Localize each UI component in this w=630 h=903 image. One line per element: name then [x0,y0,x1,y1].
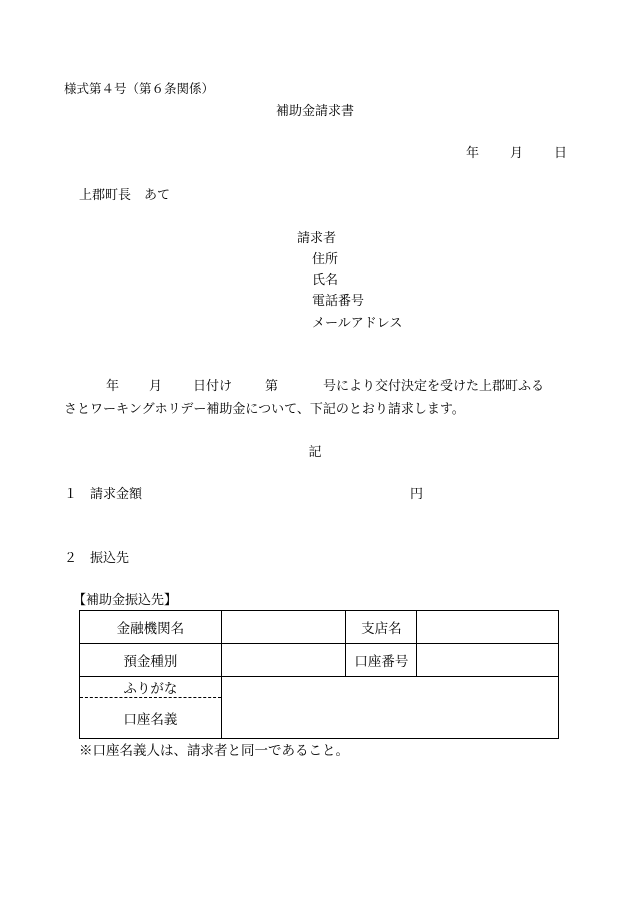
requester-address-label: 住所 [312,252,339,267]
request-amount-label: １ 請求金額 [64,487,143,502]
account-holder-field[interactable] [221,677,558,739]
addressee: 上郡町長 あて [79,188,171,203]
date-month: 月 [510,146,524,161]
body-day-dated: 日付け [193,379,233,394]
body-paragraph-line2: さとワーキングホリデー補助金について、下記のとおり請求します。 [64,402,465,417]
body-year: 年 [106,379,120,394]
yen-unit: 円 [410,487,424,502]
date-day: 日 [554,146,568,161]
bank-name-field[interactable] [221,611,346,644]
account-table-caption: 【補助金振込先】 [73,593,178,608]
requester-phone-label: 電話番号 [312,294,365,309]
account-table [79,610,559,739]
ki-heading: 記 [308,445,322,460]
document-title: 補助金請求書 [275,104,354,119]
table-row [80,644,559,677]
holder-note: ※口座名義人は、請求者と同一であること。 [79,743,349,759]
requester-name-label: 氏名 [312,273,339,288]
table-row [80,677,559,698]
form-number: 様式第４号（第６条関係） [64,81,215,96]
body-number-prefix: 第 [265,379,279,394]
furigana-label: ふりがな [80,677,222,698]
requester-label: 請求者 [297,231,337,246]
table-row [80,611,559,644]
body-line1-rest: 号により交付決定を受けた上郡町ふる [323,379,545,394]
requester-email-label: メールアドレス [312,316,403,331]
deposit-type-label: 預金種別 [80,644,222,677]
deposit-type-field[interactable] [221,644,346,677]
account-holder-label: 口座名義 [80,698,222,739]
body-month: 月 [149,379,163,394]
branch-name-field[interactable] [417,611,559,644]
account-number-label: 口座番号 [346,644,417,677]
bank-name-label: 金融機関名 [80,611,222,644]
transfer-destination-label: ２ 振込先 [64,551,130,566]
account-number-field[interactable] [417,644,559,677]
branch-name-label: 支店名 [346,611,417,644]
date-year: 年 [466,146,480,161]
